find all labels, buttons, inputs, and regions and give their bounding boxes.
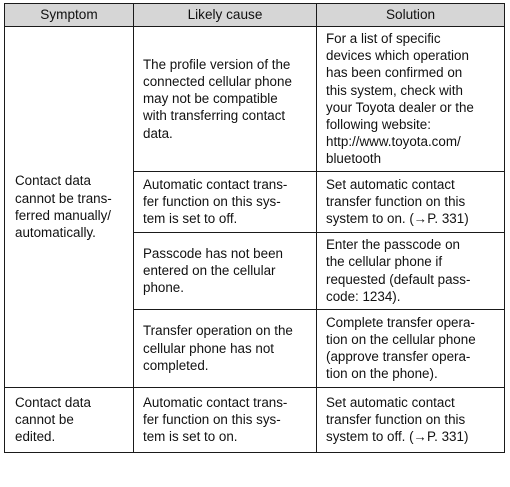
solution-header: Solution <box>317 4 505 27</box>
table-row <box>5 27 505 172</box>
solution-cell <box>317 171 505 232</box>
cause-text: Automatic contact trans- fer function on this sys- tem is set to on. <box>143 394 288 445</box>
solution-text: Set automatic contact transfer function on this system to off. (→P. 331) <box>326 394 469 445</box>
symptom-cell <box>5 387 134 452</box>
cause-cell <box>134 232 317 309</box>
cause-text: Automatic contact trans- fer function on this sys- tem is set to off. <box>143 176 288 227</box>
cause-text: Passcode has not been entered on the cellular phone. <box>143 245 283 296</box>
solution-text: For a list of specific devices which operation has been confirmed on this system, check with your Toyota dealer or the following website: http://www.toyota.com/ bluetooth <box>326 31 474 167</box>
solution-text: Complete transfer opera- tion on the cellular phone (approve transfer opera- tion on the phone). <box>326 314 476 382</box>
symptom-header: Symptom <box>5 4 134 27</box>
symptom-text: Contact data cannot be edited. <box>15 394 91 445</box>
cause-cell <box>134 27 317 172</box>
cause-cell <box>134 309 317 387</box>
solution-text: Enter the passcode on the cellular phone if requested (default pass- code: 1234). <box>326 237 471 304</box>
solution-cell <box>317 232 505 309</box>
cause-cell <box>134 387 317 452</box>
cause-cell <box>134 171 317 232</box>
cause-text: The profile version of the connected cellular phone may not be compatible with transferring contact data. <box>143 56 292 141</box>
symptom-cell <box>5 27 134 388</box>
cause-text: Transfer operation on the cellular phone has not completed. <box>143 323 293 373</box>
header-row <box>5 4 505 27</box>
solution-cell <box>317 309 505 387</box>
troubleshooting-table <box>4 3 505 453</box>
likely-cause-header: Likely cause <box>134 4 317 27</box>
solution-cell <box>317 387 505 452</box>
table-row <box>5 387 505 452</box>
symptom-text: Contact data cannot be trans- ferred manually/ automatically. <box>15 173 112 241</box>
solution-text: Set automatic contact transfer function on this system to on. (→P. 331) <box>326 176 469 227</box>
solution-cell <box>317 27 505 172</box>
